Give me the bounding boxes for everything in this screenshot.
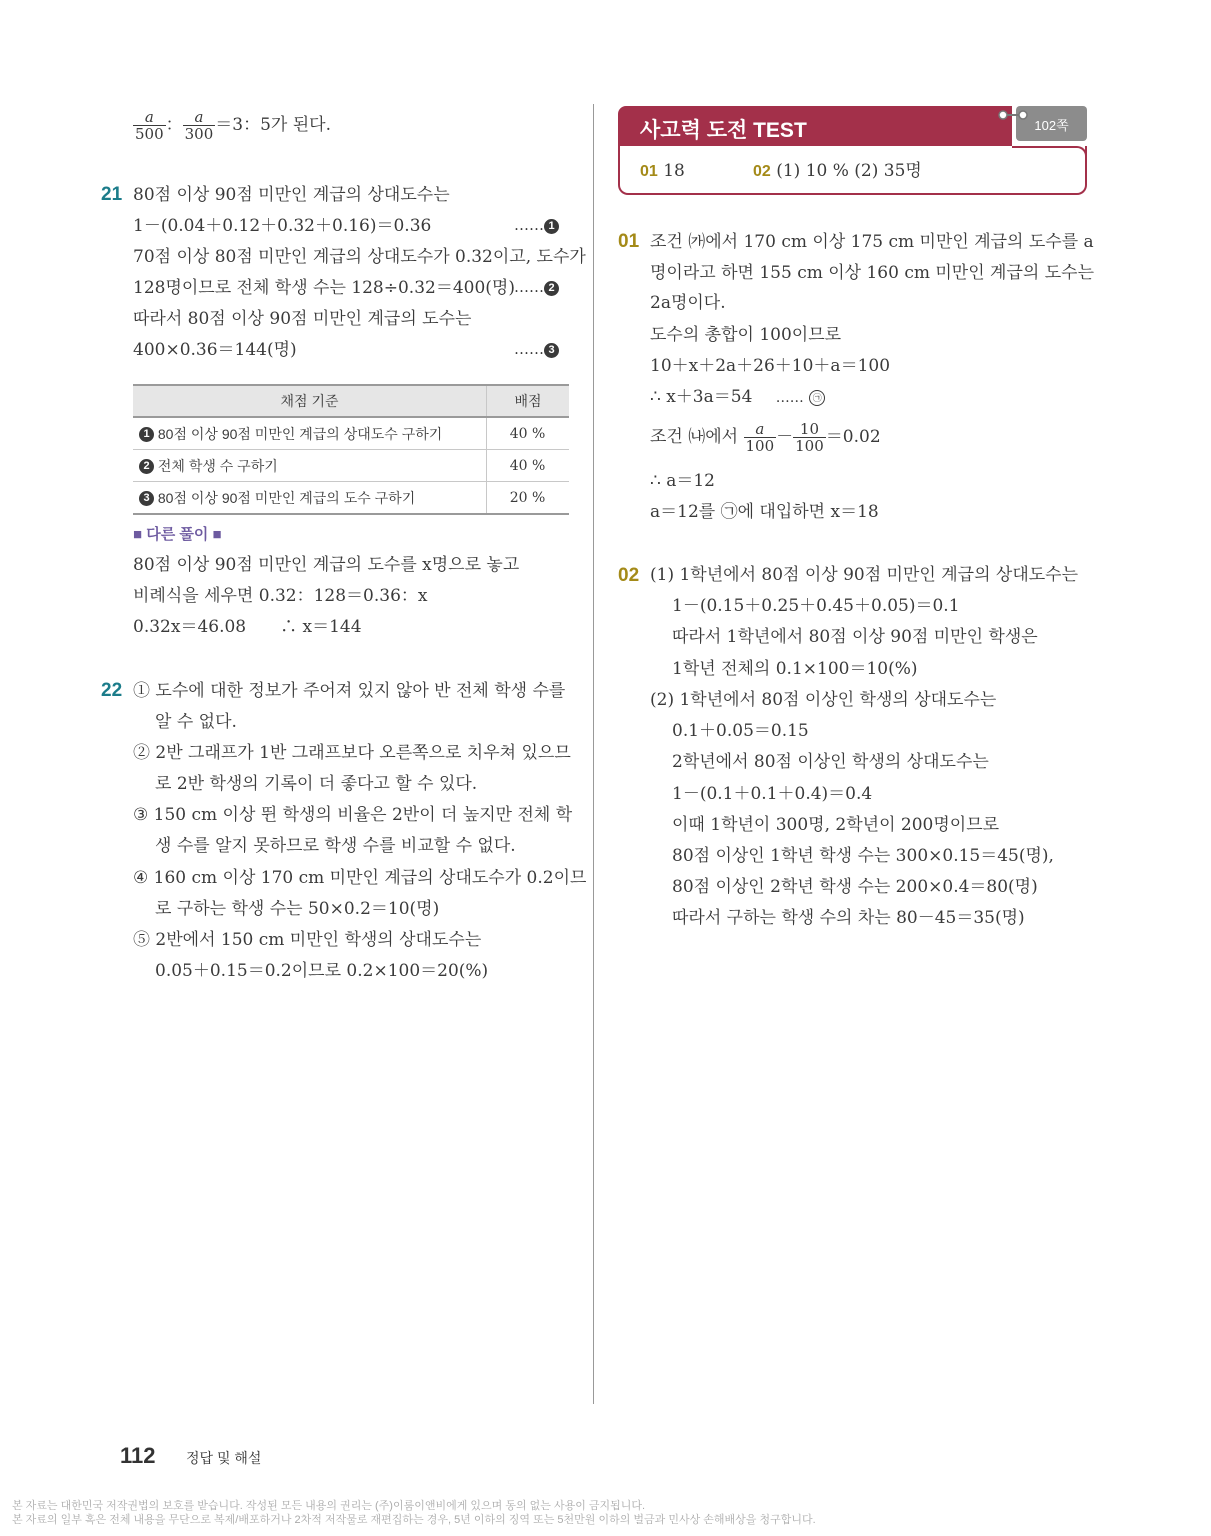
solution-line: 알 수 없다. [155, 712, 237, 732]
solution-line: 도수의 총합이 100이므로 [650, 325, 842, 345]
solution-line: 비례식을 세우면 0.32：128＝0.36：x [133, 586, 428, 606]
solution-line: 따라서 구하는 학생 수의 차는 80－45＝35(명) [672, 908, 1025, 928]
copyright-line: 본 자료는 대한민국 저작권법의 보호를 받습니다. 작성된 모든 내용의 권리는 (주)이룸이앤비에게 있으며 동의 없는 사용이 금지됩니다. [12, 1500, 646, 1512]
solution-line: 따라서 1학년에서 80점 이상 90점 미만인 학생은 [672, 627, 1038, 647]
solution-line: (2) 1학년에서 80점 이상인 학생의 상대도수는 [650, 690, 997, 710]
table-header: 채점 기준 [133, 385, 487, 417]
solution-line: 70점 이상 80점 미만인 계급의 상대도수가 0.32이고, 도수가 [133, 247, 586, 267]
solution-line: ∴ x＋3a＝54 …… ㉠ [650, 387, 825, 408]
solution-line: 2a명이다. [650, 293, 726, 313]
solution-line: a＝12를 ㉠에 대입하면 x＝18 [650, 502, 879, 522]
ratio-line: $\frac{a}{500}$ ： $\frac{a}{300}$ ＝3：5가 된다. [135, 108, 331, 143]
solution-line: 1학년 전체의 0.1×100＝10(%) [672, 659, 918, 679]
section-label: 정답 및 해설 [186, 1450, 262, 1466]
page-ref-label: 102쪽 [1034, 118, 1069, 133]
solution-line: 0.1＋0.05＝0.15 [672, 721, 809, 741]
solution-line: 2학년에서 80점 이상인 학생의 상대도수는 [672, 752, 989, 772]
step-marker: …… 2 [514, 278, 559, 296]
answer-box-top-right [1012, 146, 1087, 162]
solution-line: 80점 이상 90점 미만인 계급의 도수를 x명으로 놓고 [133, 555, 520, 575]
problem-number: 01 [618, 231, 640, 252]
section-title: 사고력 도전 TEST [640, 119, 807, 142]
solution-line: 80점 이상 90점 미만인 계급의 상대도수는 [133, 185, 450, 205]
fraction: $\frac{a}{100}$ [745, 420, 775, 455]
solution-line: ∴ a＝12 [650, 471, 715, 491]
problem-number: 02 [618, 565, 640, 586]
step-1-marker: 1 [544, 219, 559, 234]
solution-line: 80점 이상인 1학년 학생 수는 300×0.15＝45(명), [672, 846, 1054, 866]
copyright-line: 본 자료의 일부 혹은 전체 내용을 무단으로 복제/배포하거나 2차적 저작물로 재편집하는 경우, 5년 이하의 징역 또는 5천만원 이하의 벌금과 민사상 손해배상을 청구합니다. [12, 1514, 816, 1526]
solution-line: 0.32x＝46.08 ∴ x＝144 [133, 617, 362, 637]
solution-line: (1) 1학년에서 80점 이상 90점 미만인 계급의 상대도수는 [650, 565, 1079, 585]
solution-line: 따라서 80점 이상 90점 미만인 계급의 도수는 [133, 309, 472, 329]
problem-number: 22 [101, 680, 123, 701]
solution-line: 1－(0.15＋0.25＋0.45＋0.05)＝0.1 [672, 596, 960, 616]
solution-line: ① 도수에 대한 정보가 주어져 있지 않아 반 전체 학생 수를 [133, 681, 566, 701]
solution-line: 로 구하는 학생 수는 50×0.2＝10(명) [155, 899, 440, 919]
solution-line: 0.05＋0.15＝0.2이므로 0.2×100＝20(%) [155, 961, 489, 981]
table-row: 2 전체 학생 수 구하기 40 % [133, 450, 569, 482]
equation-marker: ㉠ [809, 390, 825, 406]
step-3-marker: 3 [544, 343, 559, 358]
solution-line: ④ 160 cm 이상 170 cm 미만인 계급의 상대도수가 0.2이므 [133, 868, 587, 888]
scoring-table [133, 384, 569, 515]
solution-line: ② 2반 그래프가 1반 그래프보다 오른쪽으로 치우쳐 있으므 [133, 743, 571, 763]
solution-line: 400×0.36＝144(명) [133, 340, 297, 360]
solution-line: 생 수를 알지 못하므로 학생 수를 비교할 수 없다. [155, 836, 516, 856]
link-icon [998, 108, 1028, 122]
solution-line: 80점 이상인 2학년 학생 수는 200×0.4＝80(명) [672, 877, 1038, 897]
page-number: 112 [120, 1443, 156, 1468]
solution-line: 1－(0.1＋0.1＋0.4)＝0.4 [672, 784, 873, 804]
section-header [618, 106, 1012, 146]
solution-line: 로 2반 학생의 기록이 더 좋다고 할 수 있다. [155, 774, 478, 794]
solution-line: 128명이므로 전체 학생 수는 128÷0.32＝400(명) [133, 278, 515, 298]
step-marker: …… 3 [514, 340, 559, 358]
table-header: 배점 [487, 385, 570, 417]
problem-number: 21 [101, 184, 123, 205]
table-row: 1 80점 이상 90점 미만인 계급의 상대도수 구하기 40 % [133, 417, 569, 450]
solution-line: 명이라고 하면 155 cm 이상 160 cm 미만인 계급의 도수는 [650, 263, 1094, 283]
step-2-marker: 2 [544, 281, 559, 296]
fraction: $\frac{10}{100}$ [795, 420, 824, 455]
answer-1: 01 18 [640, 161, 685, 181]
table-row: 3 80점 이상 90점 미만인 계급의 도수 구하기 20 % [133, 482, 569, 515]
solution-line: ③ 150 cm 이상 뛴 학생의 비율은 2반이 더 높지만 전체 학 [133, 805, 573, 825]
answer-2: 02 (1) 10 % (2) 35명 [753, 161, 922, 181]
fraction: $\frac{a}{500}$ [135, 108, 164, 143]
fraction: $\frac{a}{300}$ [184, 108, 214, 143]
solution-line: 이때 1학년이 300명, 2학년이 200명이므로 [672, 815, 1000, 835]
solution-line: 10＋x＋2a＋26＋10＋a＝100 [650, 356, 891, 376]
solution-line: 조건 ㈏에서 $\frac{a}{100}$ － $\frac{10}{100}$ ＝0.02 [650, 420, 881, 455]
column-divider [593, 104, 594, 1404]
alt-solution-title: ■ 다른 풀이 ■ [133, 526, 222, 543]
solution-line: 1－(0.04＋0.12＋0.32＋0.16)＝0.36 [133, 216, 432, 236]
solution-line: ⑤ 2반에서 150 cm 미만인 학생의 상대도수는 [133, 930, 482, 950]
step-marker: …… 1 [514, 216, 559, 234]
solution-line: 조건 ㈎에서 170 cm 이상 175 cm 미만인 계급의 도수를 a [650, 232, 1094, 252]
